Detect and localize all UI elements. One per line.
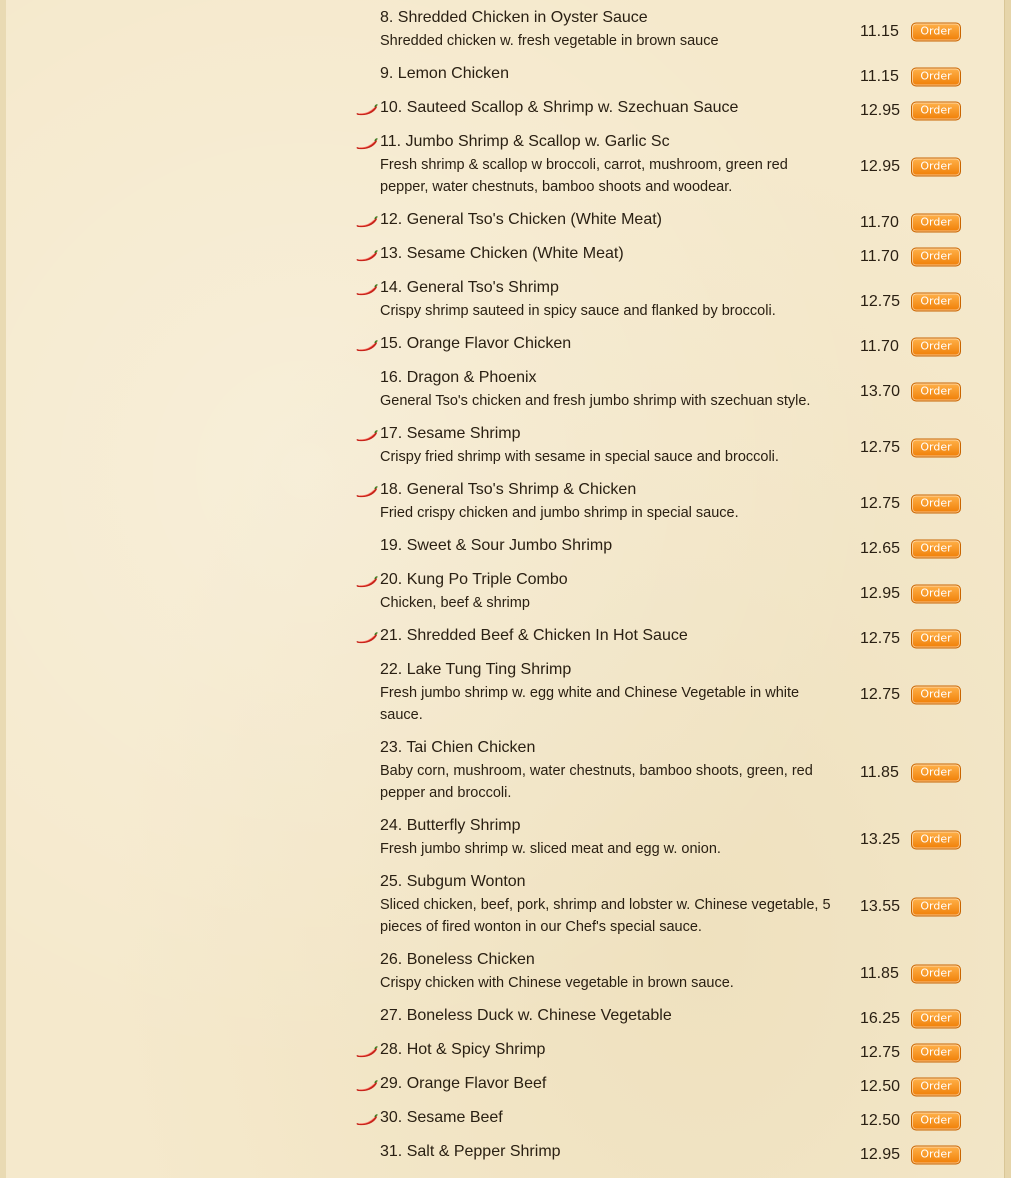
menu-item-name: 11. Jumbo Shrimp & Scallop w. Garlic Sc [380,133,670,150]
menu-item-row [356,236,976,270]
menu-item-price: 16.25 [860,1010,901,1027]
menu-item-list [356,0,976,1168]
menu-item-row [356,528,976,562]
menu-item-price: 12.75 [860,439,901,456]
menu-item-row [356,270,976,326]
order-button[interactable]: Order [911,439,961,458]
menu-item-name: 28. Hot & Spicy Shrimp [380,1041,546,1058]
chili-pepper-icon [356,250,378,262]
page-edge-right [1004,0,1011,1178]
menu-item-text [380,998,840,1026]
menu-item-text [380,1100,840,1128]
order-button[interactable]: Order [911,965,961,984]
menu-item-text [380,618,840,646]
menu-item-price: 12.65 [860,540,901,557]
menu-item-row [356,730,976,808]
order-button[interactable]: Order [911,68,961,87]
menu-item-description: Fresh shrimp & scallop w broccoli, carrot, mushroom, green red pepper, water chestnuts, bamboo shoots and woodear. [380,157,788,195]
menu-item-name: 8. Shredded Chicken in Oyster Sauce [380,9,648,26]
menu-item-text [380,360,840,412]
order-button[interactable]: Order [911,1146,961,1165]
chili-pepper-icon [356,284,378,296]
menu-item-description: Fresh jumbo shrimp w. egg white and Chinese Vegetable in white sauce. [380,685,800,723]
menu-item-price: 12.75 [860,686,901,703]
menu-item-price: 11.70 [860,214,899,231]
menu-item-name: 12. General Tso's Chicken (White Meat) [380,211,662,228]
menu-item-name: 18. General Tso's Shrimp & Chicken [380,481,637,498]
menu-item-name: 30. Sesame Beef [380,1109,503,1126]
menu-item-row [356,326,976,360]
menu-item-row [356,416,976,472]
menu-item-price: 13.55 [860,898,901,915]
menu-item-text [380,0,840,52]
menu-item-price: 12.95 [860,158,901,175]
menu-item-text [380,1134,840,1162]
menu-item-name: 19. Sweet & Sour Jumbo Shrimp [380,537,613,554]
menu-item-text [380,652,840,726]
menu-item-text [380,1032,840,1060]
order-button[interactable]: Order [911,764,961,783]
order-button[interactable]: Order [911,495,961,514]
menu-item-row [356,202,976,236]
order-button[interactable]: Order [911,214,961,233]
menu-item-row [356,1134,976,1168]
menu-item-price: 12.95 [860,102,901,119]
menu-item-name: 17. Sesame Shrimp [380,425,521,442]
order-button[interactable]: Order [911,338,961,357]
menu-item-description: Sliced chicken, beef, pork, shrimp and lobster w. Chinese vegetable, 5 pieces of fired wonton in our Chef's special sauce. [380,897,831,935]
menu-item-text [380,528,840,556]
menu-item-price: 11.70 [860,338,899,355]
chili-pepper-icon [356,486,378,498]
chili-pepper-icon [356,216,378,228]
menu-item-description: Crispy chicken with Chinese vegetable in brown sauce. [380,975,734,991]
menu-item-name: 22. Lake Tung Ting Shrimp [380,661,572,678]
order-button[interactable]: Order [911,1112,961,1131]
menu-item-name: 21. Shredded Beef & Chicken In Hot Sauce [380,627,688,644]
menu-item-text [380,326,840,354]
menu-item-price: 13.25 [860,831,901,848]
order-button[interactable]: Order [911,540,961,559]
menu-item-name: 26. Boneless Chicken [380,951,535,968]
order-button[interactable]: Order [911,383,961,402]
menu-item-name: 23. Tai Chien Chicken [380,739,536,756]
order-button[interactable]: Order [911,831,961,850]
menu-item-text [380,1066,840,1094]
menu-item-row [356,618,976,652]
menu-item-row [356,360,976,416]
menu-item-description: Baby corn, mushroom, water chestnuts, bamboo shoots, green, red pepper and broccoli. [380,763,813,801]
menu-item-row [356,562,976,618]
menu-item-name: 16. Dragon & Phoenix [380,369,537,386]
menu-item-name: 25. Subgum Wonton [380,873,526,890]
menu-item-name: 24. Butterfly Shrimp [380,817,521,834]
menu-item-price: 11.15 [860,68,899,85]
menu-item-row [356,864,976,942]
menu-item-name: 10. Sauteed Scallop & Shrimp w. Szechuan Sauce [380,99,739,116]
chili-pepper-icon [356,632,378,644]
menu-item-price: 12.95 [860,585,901,602]
menu-item-price: 13.70 [860,383,901,400]
menu-item-row [356,808,976,864]
order-button[interactable]: Order [911,158,961,177]
order-button[interactable]: Order [911,23,961,42]
menu-item-row [356,1032,976,1066]
chili-pepper-icon [356,340,378,352]
menu-item-text [380,90,840,118]
chili-pepper-icon [356,1046,378,1058]
menu-item-price: 11.15 [860,23,899,40]
menu-item-text [380,808,840,860]
menu-item-price: 12.50 [860,1112,901,1129]
menu-item-text [380,236,840,264]
menu-item-name: 31. Salt & Pepper Shrimp [380,1143,561,1160]
menu-item-description: Crispy fried shrimp with sesame in special sauce and broccoli. [380,449,779,465]
menu-item-price: 11.85 [860,764,899,781]
menu-item-name: 15. Orange Flavor Chicken [380,335,572,352]
menu-item-text [380,202,840,230]
menu-item-price: 12.50 [860,1078,901,1095]
menu-item-text [380,562,840,614]
menu-item-row [356,1100,976,1134]
order-button[interactable]: Order [911,248,961,267]
order-button[interactable]: Order [911,686,961,705]
menu-item-name: 20. Kung Po Triple Combo [380,571,568,588]
chili-pepper-icon [356,138,378,150]
menu-item-text [380,270,840,322]
order-button[interactable]: Order [911,1044,961,1063]
menu-item-row [356,56,976,90]
order-button[interactable]: Order [911,102,961,121]
menu-item-description: Fresh jumbo shrimp w. sliced meat and egg w. onion. [380,841,721,857]
order-button[interactable]: Order [911,1010,961,1029]
order-button[interactable]: Order [911,630,961,649]
menu-item-price: 12.75 [860,630,901,647]
menu-item-description: Crispy shrimp sauteed in spicy sauce and flanked by broccoli. [380,303,776,319]
menu-item-description: Chicken, beef & shrimp [380,595,530,611]
menu-item-text [380,56,840,84]
menu-item-description: General Tso's chicken and fresh jumbo shrimp with szechuan style. [380,393,811,409]
menu-item-name: 14. General Tso's Shrimp [380,279,559,296]
chili-pepper-icon [356,1080,378,1092]
chili-pepper-icon [356,104,378,116]
menu-item-text [380,416,840,468]
menu-item-row [356,0,976,56]
order-button[interactable]: Order [911,898,961,917]
menu-item-price: 12.95 [860,1146,901,1163]
menu-item-price: 12.75 [860,293,901,310]
menu-item-price: 12.75 [860,495,901,512]
menu-item-row [356,1066,976,1100]
menu-item-row [356,472,976,528]
menu-item-price: 12.75 [860,1044,901,1061]
menu-item-price: 11.85 [860,965,899,982]
menu-item-text [380,472,840,524]
chili-pepper-icon [356,1114,378,1126]
menu-item-row [356,942,976,998]
order-button[interactable]: Order [911,585,961,604]
menu-item-row [356,90,976,124]
menu-item-description: Shredded chicken w. fresh vegetable in brown sauce [380,33,719,49]
menu-item-row [356,652,976,730]
menu-item-row [356,998,976,1032]
menu-item-description: Fried crispy chicken and jumbo shrimp in special sauce. [380,505,739,521]
menu-item-name: 13. Sesame Chicken (White Meat) [380,245,624,262]
chili-pepper-icon [356,430,378,442]
chili-pepper-icon [356,576,378,588]
menu-item-text [380,124,840,198]
order-button[interactable]: Order [911,1078,961,1097]
menu-item-name: 27. Boneless Duck w. Chinese Vegetable [380,1007,672,1024]
menu-item-text [380,864,840,938]
menu-item-row [356,124,976,202]
menu-item-name: 9. Lemon Chicken [380,65,509,82]
menu-item-price: 11.70 [860,248,899,265]
menu-item-text [380,942,840,994]
menu-item-text [380,730,840,804]
order-button[interactable]: Order [911,293,961,312]
menu-item-name: 29. Orange Flavor Beef [380,1075,547,1092]
